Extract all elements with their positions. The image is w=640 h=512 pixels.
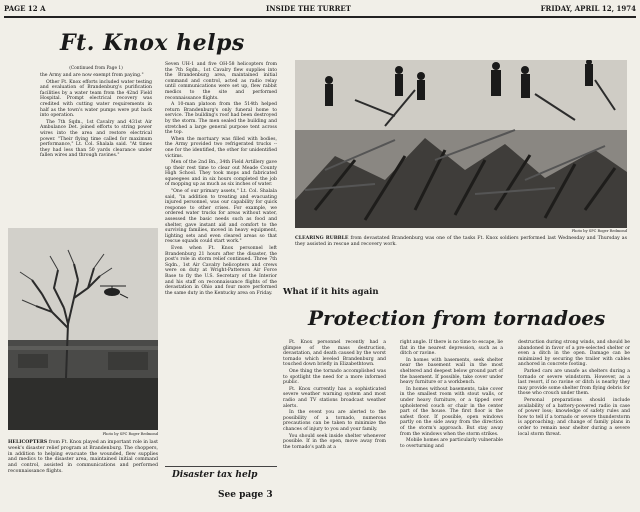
page-number: PAGE 12 A <box>4 4 46 13</box>
divider <box>165 466 277 467</box>
paragraph: Mobile homes are particularly vulnerable to overturning and <box>400 438 503 449</box>
newspaper-name: INSIDE THE TURRET <box>266 4 351 13</box>
rubble-image <box>295 60 627 228</box>
see-page-reference: See page 3 <box>218 490 273 500</box>
paragraph: Seven UH-1 and five OH-58 helicopters from the 7th Sqdn., 1st Cavalry flew supplies into the Brandenburg area, maintained initial command and control, acted as radio relay until communications were set up, flew rabbit medics to the site and performed reconnaissance flights. <box>165 62 277 101</box>
continued-note: (Continued from Page 1) <box>69 66 123 71</box>
headline-protection-from-tornadoes: Protection from tornadoes <box>308 306 606 330</box>
paragraph: Even when Ft. Knox personnel left Brandenburg 21 hours after the disaster, the post's role in storm relief continued. Three 7th Sqdn., 1st Air Cavalry helicopters and crews were on duty at Wright-Patterson Air Force Base to fly the U.S. Secretary of the Interior and his staff on reconnaissance flights of the devastation in Ohio and four more performed the same duty in the Kentucky area on Friday. <box>165 246 277 296</box>
paragraph: The 7th Sqdn., 1st Cavalry and 431st Air Ambulance Det. joined efforts to string power wires into the area and restore electrical power. "Their flying time called for maximum performance," Lt. Col. Shalala said. "At times they had less than 50 yards clearance under fallen wires and through ravines." <box>40 119 152 159</box>
photo-credit: Photo by SPC Roger Redmond <box>102 432 158 436</box>
header-rule <box>4 16 636 18</box>
paragraph: Personal preparations should include availability of a battery-powered radio in case of power loss; knowledge of safety rules and how to tell if a tornado or severe thunderstorm is approaching; and change of family plans in order to remain near shelter during a severe local storm threat. <box>518 397 630 437</box>
story2-column-1 <box>283 340 386 508</box>
paragraph: In homes with basements, seek shelter near the basement wall in the most sheltered and deepest below ground part of the basement. If possible, take cover under heavy furniture or a workbench. <box>400 357 503 386</box>
tax-help-title: Disaster tax help <box>172 470 258 480</box>
story1-column-2 <box>165 62 277 466</box>
caption-text: from Ft. Knox played an important role in last week's disaster relief program at Brandenburg. The choppers, in addition to helping evacuate the wounded, flew supplies and medics to the disaster area, maintained initial command and control, assisted in communications and performed reconnaissance flights. <box>8 440 159 474</box>
paragraph: You should seek inside shelter whenever possible. If in the open, move away from the tornado's path at a <box>283 433 386 450</box>
paragraph: Other Ft. Knox efforts included water testing and evaluation of Brandenburg's purification facilities by a water team from the 42nd Field Hospital. Prompt electrical recovery was credited with cutting water requirements in half as the town's water pumps were put back into operation. <box>40 79 152 119</box>
story2-column-2 <box>400 340 503 508</box>
helicopter-photo <box>8 228 158 430</box>
paragraph: destruction during strong winds, and should be abandoned in favor of a pre-selected shelter or even a ditch in the open. Damage can be minimized by securing the trailer with cables anchored in concrete footing. <box>518 340 630 368</box>
helicopter-tree-image <box>8 228 158 430</box>
paragraph: right angle. If there is no time to escape, lie flat in the nearest depression, such as a ditch or ravine. <box>400 340 503 357</box>
story2-column-3 <box>518 340 630 508</box>
paragraph: Ft. Knox personnel recently had a glimpse of the mass destruction, devastation, and death caused by the worst tornado which leveled Brandenburg and touched down briefly in Elizabethtown. <box>283 340 386 368</box>
paragraph: Men of the 2nd Bn., 34th Field Artillery gave up their rest time to clear out Meade County High School. They took mops and fabricated squeegees and in six hours completed the job of mopping up as much as six inches of water. <box>165 160 277 188</box>
photo-caption <box>8 440 158 475</box>
kicker-headline: What if it hits again <box>283 287 379 297</box>
paragraph: Ft. Knox currently has a sophisticated severe weather warning system and most radio and TV stations broadcast weather alerts. <box>283 386 386 409</box>
paragraph: In the event you are alerted to the possibility of a tornado, numerous precautions can be taken to minimize the chances of injury to you and your family. <box>283 410 386 432</box>
paragraph: One thing the tornado accomplished was to spotlight the need for a more informed public. <box>283 368 386 386</box>
story1-column-1 <box>40 73 152 223</box>
photo-caption <box>295 236 627 248</box>
paragraph: the Army and are now exempt from paying." <box>40 73 144 78</box>
paragraph: When the mortuary was filled with bodies, the Army provided two refrigerated trucks -- one for the identified, the other for unidentified victims. <box>165 136 277 159</box>
page-header <box>4 2 636 16</box>
caption-text: from devastated Brandenburg was one of the tasks Ft. Knox soldiers performed last Wednesday and Thursday as they assisted in rescue and recovery work. <box>295 236 627 247</box>
photo-credit: Photo by SPC Roger Redmond <box>571 229 627 233</box>
paragraph: In homes without basements, take cover in the smallest room with stout walls, or under heavy furniture, or a tipped over upholstered couch or chair in the center part of the house. The first floor is the safest floor. If possible, open windows partly on the side away from the direction of the storm's approach. But stay away from the windows when the storm strikes. <box>400 386 503 437</box>
rubble-photo <box>295 60 627 228</box>
headline-ft-knox-helps: Ft. Knox helps <box>60 30 245 56</box>
issue-date: FRIDAY, APRIL 12, 1974 <box>540 4 636 13</box>
caption-lead: CLEARING RUBBLE <box>295 236 349 241</box>
paragraph: A 10-man platoon from the 514th helped return Brandenburg's only funeral home to service. The building's roof had been destroyed by the storm. The men sealed the building and stretched a large general purpose tent across the top. <box>165 102 277 136</box>
paragraph: Parked cars are unsafe as shelters during a tornado or severe windstorm. However, as a last resort, if no ravine or ditch is nearby they may provide some shelter from flying debris for those who crouch under them. <box>518 368 630 397</box>
caption-lead: HELICOPTERS <box>8 440 48 445</box>
paragraph: "One of our primary assets," Lt. Col. Shalala said, "in addition to treating and evacuating injured personnel, was our capability for quick response to other crises. For example, we ordered water trucks for areas without water, assessed the basic needs such as food and shelter, gave instant aid and comfort to the surviving families, moved in heavy equipment, lighting sets and even cleared areas so that rescue squads could start work." <box>165 189 277 245</box>
